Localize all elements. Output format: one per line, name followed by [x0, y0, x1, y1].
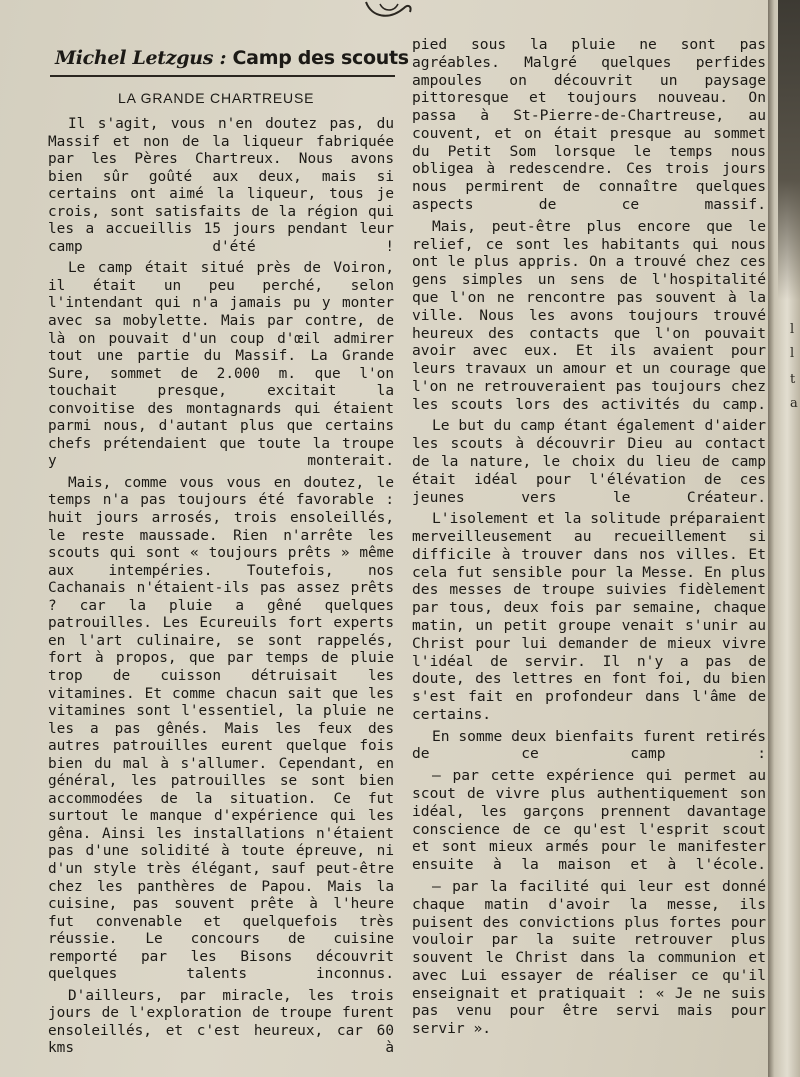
- article-author: Michel Letzgus :: [55, 47, 227, 69]
- paragraph: D'ailleurs, par miracle, les trois jours de l'exploration de troupe furent ensoleillés, et c'est heureux, car 60 kms à: [48, 987, 394, 1057]
- article-subject: Camp des scouts: [232, 47, 409, 69]
- list-item: — par la facilité qui leur est donné chaque matin d'avoir la messe, ils puisent des convictions plus fortes pour vouloir par la suite retrouver plus souvent le Christ dans la communion et avec Lui essayer de réaliser ce qu'il enseignait et pratiquait : « Je ne suis pas venu pour être servi mais pour servir ».: [412, 877, 766, 1038]
- photo-dark-area: [778, 0, 800, 300]
- title-rule: [50, 75, 395, 77]
- paragraph: Mais, peut-être plus encore que le relief, ce sont les habitants qui nous ont le plus appris. On a trouvé chez ces gens simples un sens de l'hospitalité que l'on ne rencontre pas souvent à la ville. Nous les avons toujours trouvé heureux des contacts que l'on pouvait avoir avec eux. Et ils avaient pour leurs travaux un amour et un courage que l'on ne retrouveraient pas toujours chez les scouts lors des activités du camp.: [412, 217, 766, 413]
- paragraph: Le but du camp étant également d'aider les scouts à découvrir Dieu au contact de la nature, le choix du lieu de camp était idéal pour l'élévation de ces jeunes vers le Créateur.: [412, 417, 766, 506]
- margin-letter: l: [790, 322, 795, 337]
- paragraph: Il s'agit, vous n'en doutez pas, du Massif et non de la liqueur fabriquée par les Pères Chartreux. Nous avons bien sûr goûté aux deux, mais si certains ont aimé la liqueur, tous je crois, sont satisfaits de la région qui les a accueillis 15 jours pendant leur camp d'été !: [48, 116, 394, 255]
- paragraph: En somme deux bienfaits furent retirés de ce camp :: [412, 727, 766, 763]
- paragraph: Mais, comme vous vous en doutez, le temps n'a pas toujours été favorable : huit jours arrosés, trois ensoleillés, le reste maussade. Rien n'arrête les scouts qui sont « toujours prêts » même aux intempéries. Toutefois, nos Cachanais n'étaient-ils pas assez prêts ? car la pluie a gêné quelques patrouilles. Les Ecureuils fort experts en l'art culinaire, se sont rappelés, fort à propos, que par temps de pluie trop de cuisson détruisait les vitamines. Et comme chacun sait que les vitamines sont l'essentiel, la pluie ne les a pas gênés. Mais les feux des autres patrouilles eurent quelque fois bien du mal à s'allumer. Cependant, en général, les patrouilles se sont bien accommodées de la situation. Ce fut surtout le manque d'expérience qui les gêna. Ainsi les installations n'étaient pas d'une solidité à toute épreuve, ni d'un style très élégant, sauf peut-être chez les panthères de Papou. Mais la cuisine, pas souvent prête à l'heure fut convenable et quelquefois très réussie. Le concours de cuisine remporté par les Bisons découvrit quelques talents inconnus.: [48, 474, 394, 983]
- text-column-left: [48, 116, 394, 1062]
- decorative-flourish-icon: [360, 0, 420, 22]
- article-kicker: LA GRANDE CHARTREUSE: [118, 90, 315, 106]
- margin-letter: t: [790, 372, 796, 387]
- article-title: [55, 47, 409, 69]
- paragraph: Le camp était situé près de Voiron, il était un peu perché, selon l'intendant qui n'a jamais pu y monter avec sa mobylette. Mais par contre, de là on pouvait d'un coup d'œil admirer tout une partie du Massif. La Grande Sure, sommet de 2.000 m. que l'on touchait presque, excitait la convoitise des montagnards qui étaient parmi nous, d'autant plus que certains chefs prétendaient que toute la troupe y monterait.: [48, 260, 394, 470]
- paragraph: L'isolement et la solitude préparaient merveilleusement au recueillement si difficile à trouver dans nos villes. Et cela fut sensible pour la Messe. En plus des messes de troupe suivies fidèlement par tous, deux fois par semaine, chaque matin, un petit groupe venait s'unir au Christ pour lui demander de mieux vivre l'idéal de servir. Il n'y a pas de doute, des lettres en font foi, du bien s'est fait en profondeur dans l'âme de certains.: [412, 510, 766, 723]
- margin-letter: l: [790, 346, 795, 361]
- paragraph: pied sous la pluie ne sont pas agréables. Malgré quelques perfides ampoules on découvrit un paysage pittoresque et toujours nouveau. On passa à St-Pierre-de-Chartreuse, au couvent, et on était presque au sommet du Petit Som lorsque le temps nous obligea à redescendre. Ces trois jours nous permirent de connaître quelques aspects de ce massif.: [412, 36, 766, 214]
- text-column-right: [412, 36, 766, 1042]
- margin-letter: a: [790, 396, 798, 411]
- list-item: — par cette expérience qui permet au scout de vivre plus authentiquement son idéal, les garçons prennent davantage conscience de ce qu'est l'esprit scout et sont mieux armés pour le manifester ensuite à la maison et à l'école.: [412, 767, 766, 874]
